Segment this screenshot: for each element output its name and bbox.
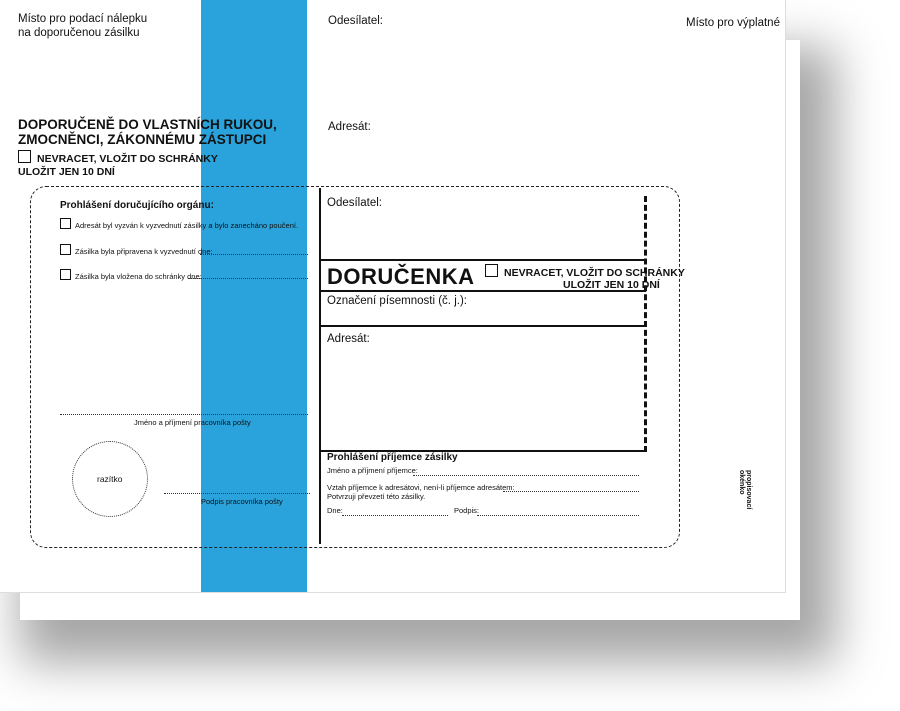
declaration-checkbox-1[interactable] xyxy=(60,218,71,229)
worker-signature-line xyxy=(164,493,310,494)
declaration-item-2 xyxy=(60,244,213,256)
recipient-name-label: Jméno a příjmení příjemce: xyxy=(327,466,418,475)
receipt-rule-2 xyxy=(319,290,646,292)
recipient-declaration-title: Prohlášení příjemce zásilky xyxy=(327,452,458,463)
worker-signature-label: Podpis pracovníka pošty xyxy=(201,497,283,506)
declaration-item-3 xyxy=(60,269,202,281)
signature-label: Podpis: xyxy=(454,506,480,515)
receipt-no-return-option xyxy=(485,264,685,280)
postage-label: Místo pro výplatné xyxy=(686,17,780,29)
receipt-left-border xyxy=(319,188,321,544)
signature-line xyxy=(477,515,639,516)
reference-label: Označení písemnosti (č. j.): xyxy=(327,295,467,307)
confirm-label: Potvrzuji převzetí této zásilky. xyxy=(327,492,426,501)
delivery-line2: ZMOCNĚNCI, ZÁKONNÉMU ZÁSTUPCI xyxy=(18,131,267,147)
receipt-no-return-label: NEVRACET, VLOŽIT DO SCHRÁNKY xyxy=(504,267,685,279)
sender-top-label: Odesílatel: xyxy=(328,15,383,27)
receipt-sender-label: Odesílatel: xyxy=(327,197,382,209)
date-line xyxy=(342,515,448,516)
receipt-right-dash xyxy=(644,196,647,452)
delivery-line1: DOPORUČENĚ DO VLASTNÍCH RUKOU, xyxy=(18,117,277,132)
receipt-rule-1 xyxy=(319,259,646,261)
receipt-title: DORUČENKA xyxy=(327,264,475,289)
podaci-nalepka-label xyxy=(18,12,147,41)
pickup-date-line xyxy=(200,254,308,255)
worker-name-label: Jméno a příjmení pracovníka pošty xyxy=(134,418,251,427)
no-return-label: NEVRACET, VLOŽIT DO SCHRÁNKY xyxy=(37,153,218,165)
no-return-checkbox[interactable] xyxy=(18,150,31,163)
declaration-checkbox-3[interactable] xyxy=(60,269,71,280)
relation-line xyxy=(503,491,639,492)
declaration-item-1-label: Adresát byl vyzván k vyzvednutí zásilky a bylo zanecháno poučení. xyxy=(75,221,299,230)
stamp-label: razítko xyxy=(97,474,123,484)
relation-label: Vztah příjemce k adresátovi, není-li příjemce adresátem: xyxy=(327,483,515,492)
delivery-declaration-title: Prohlášení doručujícího orgánu: xyxy=(60,200,214,211)
side-label: propisovací okénko xyxy=(738,470,752,510)
podaci-line1: Místo pro podací nálepku xyxy=(18,13,148,25)
date-label: Dne: xyxy=(327,506,343,515)
podaci-line2: na doporučenou zásilku xyxy=(18,27,140,40)
receipt-store-10-days: ULOŽIT JEN 10 DNÍ xyxy=(563,279,660,291)
worker-name-line xyxy=(60,414,308,415)
store-10-days: ULOŽIT JEN 10 DNÍ xyxy=(18,166,115,178)
no-return-option xyxy=(18,150,218,166)
recipient-name-line xyxy=(413,475,639,476)
delivery-instructions xyxy=(18,118,277,148)
mailbox-date-line xyxy=(188,278,308,279)
recipient-top-label: Adresát: xyxy=(328,121,371,133)
receipt-recipient-label: Adresát: xyxy=(327,333,370,345)
declaration-item-1 xyxy=(60,218,298,230)
declaration-checkbox-2[interactable] xyxy=(60,244,71,255)
receipt-rule-3 xyxy=(319,325,646,327)
declaration-item-2-label: Zásilka byla připravena k vyzvednutí dne: xyxy=(75,247,213,256)
receipt-no-return-checkbox[interactable] xyxy=(485,264,498,277)
declaration-item-3-label: Zásilka byla vložena do schránky dne: xyxy=(75,272,202,281)
